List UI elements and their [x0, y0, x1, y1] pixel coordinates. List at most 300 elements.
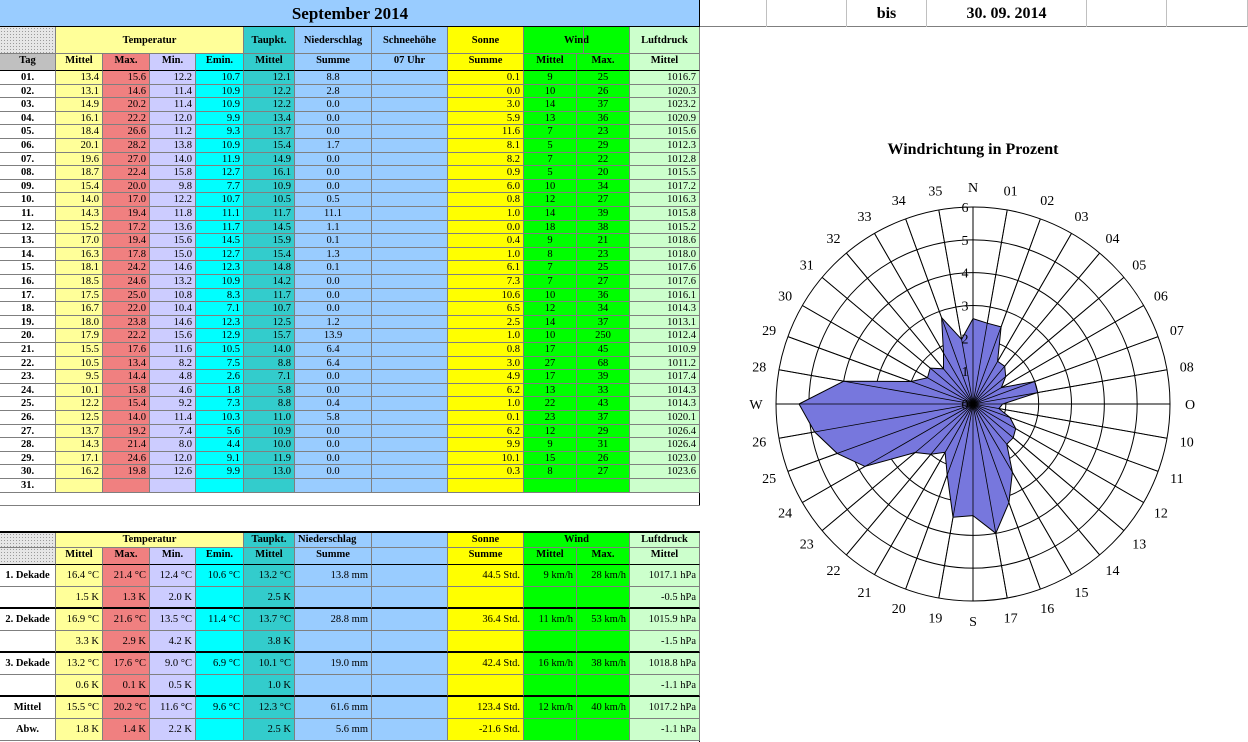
data-cell[interactable]: 17.0 — [56, 234, 103, 248]
data-cell[interactable]: 3.0 — [448, 357, 524, 371]
data-cell[interactable] — [524, 675, 577, 697]
data-cell[interactable]: 13.5 °C — [150, 609, 196, 631]
col-header[interactable]: Mittel — [524, 548, 577, 565]
data-cell[interactable]: 1.3 — [295, 248, 372, 262]
day-label[interactable]: 13. — [0, 234, 56, 248]
data-cell[interactable]: 13.0 — [244, 465, 295, 479]
data-cell[interactable]: 13.2 °C — [244, 565, 295, 587]
data-cell[interactable]: 38 — [577, 221, 630, 235]
data-cell[interactable]: 10.6 — [448, 289, 524, 303]
data-cell[interactable]: 31 — [577, 438, 630, 452]
data-cell[interactable]: 17.5 — [56, 289, 103, 303]
data-cell[interactable]: 9.9 — [448, 438, 524, 452]
data-cell[interactable]: 1020.9 — [630, 112, 700, 126]
header-taupkt[interactable]: Taupkt. — [244, 533, 295, 548]
data-cell[interactable] — [295, 587, 372, 609]
data-cell[interactable]: 13.1 — [56, 85, 103, 99]
data-cell[interactable]: 12 — [524, 425, 577, 439]
data-cell[interactable]: 18 — [524, 221, 577, 235]
data-cell[interactable]: 1018.6 — [630, 234, 700, 248]
data-cell[interactable]: 7.3 — [196, 397, 244, 411]
data-cell[interactable]: 19.4 — [103, 234, 150, 248]
data-cell[interactable]: 13.8 — [150, 139, 196, 153]
data-cell[interactable] — [448, 479, 524, 493]
data-cell[interactable]: -21.6 Std. — [448, 719, 524, 741]
data-cell[interactable]: 29 — [577, 139, 630, 153]
header-niederschlag[interactable]: Niederschlag — [295, 533, 372, 548]
data-cell[interactable]: 40 km/h — [577, 697, 630, 719]
data-cell[interactable]: 8.0 — [150, 438, 196, 452]
data-cell[interactable]: 14.5 — [196, 234, 244, 248]
data-cell[interactable]: 17.0 — [103, 193, 150, 207]
col-header[interactable]: Mittel — [524, 54, 577, 71]
data-cell[interactable]: 23.8 — [103, 316, 150, 330]
data-cell[interactable]: 27 — [524, 357, 577, 371]
data-cell[interactable]: 1.0 — [448, 207, 524, 221]
col-header[interactable]: Mittel — [56, 548, 103, 565]
data-cell[interactable]: 9.9 — [196, 465, 244, 479]
day-label[interactable]: 03. — [0, 98, 56, 112]
data-cell[interactable]: 18.0 — [56, 316, 103, 330]
col-header[interactable]: 07 Uhr — [372, 54, 448, 71]
data-cell[interactable]: 0.9 — [448, 166, 524, 180]
data-cell[interactable]: 1012.3 — [630, 139, 700, 153]
data-cell[interactable]: 7.4 — [150, 425, 196, 439]
data-cell[interactable]: 0.5 K — [150, 675, 196, 697]
data-cell[interactable]: 0.0 — [295, 112, 372, 126]
data-cell[interactable]: 10.9 — [196, 275, 244, 289]
data-cell[interactable]: 10.9 — [244, 425, 295, 439]
data-cell[interactable]: 22.2 — [103, 329, 150, 343]
data-cell[interactable]: 0.0 — [295, 452, 372, 466]
data-cell[interactable]: 0.4 — [448, 234, 524, 248]
header-niederschlag[interactable]: Niederschlag — [295, 27, 372, 54]
data-cell[interactable]: 1017.6 — [630, 275, 700, 289]
data-cell[interactable]: 10.9 — [196, 98, 244, 112]
data-cell[interactable]: 12.9 — [196, 329, 244, 343]
col-header[interactable]: Max. — [103, 54, 150, 71]
data-cell[interactable]: 9 — [524, 71, 577, 85]
data-cell[interactable] — [372, 289, 448, 303]
data-cell[interactable]: 11.8 — [150, 207, 196, 221]
data-cell[interactable]: 16.7 — [56, 302, 103, 316]
data-cell[interactable]: 0.0 — [295, 180, 372, 194]
data-cell[interactable]: 39 — [577, 207, 630, 221]
day-label[interactable]: 22. — [0, 357, 56, 371]
data-cell[interactable]: 14.6 — [103, 85, 150, 99]
data-cell[interactable]: 14.8 — [244, 261, 295, 275]
data-cell[interactable]: 0.0 — [295, 153, 372, 167]
data-cell[interactable]: 2.8 — [295, 85, 372, 99]
data-cell[interactable]: 9.1 — [196, 452, 244, 466]
data-cell[interactable] — [295, 479, 372, 493]
data-cell[interactable]: 13 — [524, 384, 577, 398]
data-cell[interactable]: 33 — [577, 384, 630, 398]
header-luftdruck[interactable]: Luftdruck — [630, 533, 700, 548]
data-cell[interactable]: 10.0 — [244, 438, 295, 452]
data-cell[interactable] — [196, 675, 244, 697]
data-cell[interactable] — [372, 98, 448, 112]
data-cell[interactable]: 1015.5 — [630, 166, 700, 180]
data-cell[interactable]: 13.2 — [150, 275, 196, 289]
data-cell[interactable]: -1.1 hPa — [630, 719, 700, 741]
day-label[interactable]: 16. — [0, 275, 56, 289]
data-cell[interactable]: 19.8 — [103, 465, 150, 479]
data-cell[interactable]: 1.0 — [448, 248, 524, 262]
data-cell[interactable]: 16 km/h — [524, 653, 577, 675]
topbar-date[interactable]: 30. 09. 2014 — [927, 0, 1087, 27]
col-header[interactable]: Summe — [448, 548, 524, 565]
data-cell[interactable]: 1014.3 — [630, 384, 700, 398]
data-cell[interactable]: 1012.4 — [630, 329, 700, 343]
data-cell[interactable]: 9.9 — [196, 112, 244, 126]
data-cell[interactable]: 14.9 — [56, 98, 103, 112]
day-label[interactable]: 01. — [0, 71, 56, 85]
data-cell[interactable] — [524, 587, 577, 609]
data-cell[interactable]: 1012.8 — [630, 153, 700, 167]
data-cell[interactable]: 22.2 — [103, 112, 150, 126]
data-cell[interactable]: -1.1 hPa — [630, 675, 700, 697]
data-cell[interactable]: 13.9 — [295, 329, 372, 343]
data-cell[interactable]: 13.4 — [244, 112, 295, 126]
data-cell[interactable] — [448, 587, 524, 609]
data-cell[interactable]: -1.5 hPa — [630, 631, 700, 653]
topbar-cell[interactable] — [1167, 0, 1248, 27]
data-cell[interactable] — [372, 425, 448, 439]
data-cell[interactable]: 15.9 — [244, 234, 295, 248]
data-cell[interactable] — [372, 234, 448, 248]
header-wind[interactable]: Wind — [524, 533, 630, 548]
data-cell[interactable]: 15.6 — [150, 329, 196, 343]
data-cell[interactable]: 3.0 — [448, 98, 524, 112]
data-cell[interactable]: 8.8 — [244, 357, 295, 371]
data-cell[interactable]: 9.6 °C — [196, 697, 244, 719]
data-cell[interactable]: 10.9 — [196, 139, 244, 153]
data-cell[interactable]: 11 km/h — [524, 609, 577, 631]
day-label[interactable]: 07. — [0, 153, 56, 167]
data-cell[interactable]: 21.6 °C — [103, 609, 150, 631]
data-cell[interactable]: 22 — [524, 397, 577, 411]
cell[interactable] — [372, 587, 448, 609]
data-cell[interactable]: 6.0 — [448, 180, 524, 194]
data-cell[interactable]: 4.4 — [196, 438, 244, 452]
data-cell[interactable]: 10.8 — [150, 289, 196, 303]
data-cell[interactable]: 0.0 — [295, 166, 372, 180]
data-cell[interactable] — [372, 329, 448, 343]
col-header[interactable]: Mittel — [244, 54, 295, 71]
data-cell[interactable]: 1016.7 — [630, 71, 700, 85]
data-cell[interactable]: 17.8 — [103, 248, 150, 262]
data-cell[interactable]: 25 — [577, 261, 630, 275]
data-cell[interactable]: 9.0 °C — [150, 653, 196, 675]
col-header[interactable]: Max. — [577, 548, 630, 565]
day-label[interactable]: 27. — [0, 425, 56, 439]
col-header[interactable]: Emin. — [196, 548, 244, 565]
data-cell[interactable]: 1017.4 — [630, 370, 700, 384]
col-header[interactable]: Mittel — [630, 54, 700, 71]
data-cell[interactable]: 4.6 — [150, 384, 196, 398]
data-cell[interactable]: 19.0 mm — [295, 653, 372, 675]
col-header[interactable]: Min. — [150, 54, 196, 71]
col-header[interactable]: Mittel — [630, 548, 700, 565]
data-cell[interactable]: 36.4 Std. — [448, 609, 524, 631]
day-label[interactable]: 11. — [0, 207, 56, 221]
data-cell[interactable]: 13.4 — [56, 71, 103, 85]
data-cell[interactable] — [196, 587, 244, 609]
data-cell[interactable]: 43 — [577, 397, 630, 411]
data-cell[interactable]: 6.5 — [448, 302, 524, 316]
data-cell[interactable]: 20 — [577, 166, 630, 180]
data-cell[interactable]: 11.0 — [244, 411, 295, 425]
data-cell[interactable]: 5.9 — [448, 112, 524, 126]
data-cell[interactable]: 11.6 — [448, 125, 524, 139]
day-label[interactable]: 24. — [0, 384, 56, 398]
data-cell[interactable]: 15.4 — [103, 397, 150, 411]
data-cell[interactable]: 12 km/h — [524, 697, 577, 719]
data-cell[interactable]: 11.4 °C — [196, 609, 244, 631]
day-label[interactable]: 18. — [0, 302, 56, 316]
data-cell[interactable]: 1.8 — [196, 384, 244, 398]
data-cell[interactable]: 250 — [577, 329, 630, 343]
data-cell[interactable]: 0.1 — [448, 411, 524, 425]
data-cell[interactable] — [196, 479, 244, 493]
data-cell[interactable]: 0.8 — [448, 193, 524, 207]
data-cell[interactable]: 10.5 — [244, 193, 295, 207]
data-cell[interactable]: 12 — [524, 302, 577, 316]
data-cell[interactable]: 37 — [577, 411, 630, 425]
data-cell[interactable] — [372, 438, 448, 452]
data-cell[interactable]: 9 — [524, 234, 577, 248]
data-cell[interactable] — [372, 180, 448, 194]
day-label[interactable]: 05. — [0, 125, 56, 139]
data-cell[interactable]: 16.2 — [56, 465, 103, 479]
cell[interactable] — [372, 697, 448, 719]
data-cell[interactable]: 20.1 — [56, 139, 103, 153]
data-cell[interactable]: 34 — [577, 180, 630, 194]
day-label[interactable]: 10. — [0, 193, 56, 207]
data-cell[interactable]: 11.4 — [150, 411, 196, 425]
data-cell[interactable]: 5.8 — [244, 384, 295, 398]
data-cell[interactable]: 1.5 K — [56, 587, 103, 609]
data-cell[interactable]: 44.5 Std. — [448, 565, 524, 587]
data-cell[interactable]: 18.5 — [56, 275, 103, 289]
data-cell[interactable]: 13.7 — [56, 425, 103, 439]
cell[interactable] — [372, 565, 448, 587]
data-cell[interactable] — [577, 479, 630, 493]
data-cell[interactable]: 45 — [577, 343, 630, 357]
data-cell[interactable] — [372, 248, 448, 262]
day-label[interactable]: 04. — [0, 112, 56, 126]
data-cell[interactable] — [372, 452, 448, 466]
data-cell[interactable]: 0.0 — [295, 125, 372, 139]
data-cell[interactable]: 11.6 — [150, 343, 196, 357]
data-cell[interactable] — [524, 719, 577, 741]
data-cell[interactable]: 10.5 — [196, 343, 244, 357]
data-cell[interactable]: 16.3 — [56, 248, 103, 262]
data-cell[interactable]: 27 — [577, 275, 630, 289]
day-label[interactable]: 14. — [0, 248, 56, 262]
data-cell[interactable] — [372, 139, 448, 153]
data-cell[interactable]: 1020.1 — [630, 411, 700, 425]
data-cell[interactable] — [196, 719, 244, 741]
data-cell[interactable]: 0.0 — [295, 275, 372, 289]
data-cell[interactable]: 9 — [524, 438, 577, 452]
data-cell[interactable]: 34 — [577, 302, 630, 316]
day-label[interactable]: 15. — [0, 261, 56, 275]
data-cell[interactable]: 5.6 mm — [295, 719, 372, 741]
data-cell[interactable]: 0.0 — [448, 221, 524, 235]
data-cell[interactable]: 1018.8 hPa — [630, 653, 700, 675]
cell[interactable] — [0, 587, 56, 609]
data-cell[interactable] — [372, 153, 448, 167]
col-header[interactable]: Min. — [150, 548, 196, 565]
day-label[interactable]: 23. — [0, 370, 56, 384]
data-cell[interactable]: 11.4 — [150, 98, 196, 112]
col-header[interactable] — [372, 548, 448, 565]
data-cell[interactable]: 11.4 — [150, 85, 196, 99]
cell[interactable] — [0, 631, 56, 653]
data-cell[interactable]: 10.7 — [244, 302, 295, 316]
data-cell[interactable] — [524, 631, 577, 653]
data-cell[interactable]: 10 — [524, 180, 577, 194]
data-cell[interactable]: 11.2 — [150, 125, 196, 139]
data-cell[interactable]: 37 — [577, 98, 630, 112]
day-label[interactable]: 20. — [0, 329, 56, 343]
row-label[interactable]: 1. Dekade — [0, 565, 56, 587]
data-cell[interactable]: 23 — [577, 248, 630, 262]
data-cell[interactable]: 10.1 — [448, 452, 524, 466]
data-cell[interactable]: 15.2 — [56, 221, 103, 235]
data-cell[interactable]: 10.9 — [244, 180, 295, 194]
data-cell[interactable]: 17 — [524, 343, 577, 357]
data-cell[interactable]: 1.1 — [295, 221, 372, 235]
data-cell[interactable]: 1020.3 — [630, 85, 700, 99]
data-cell[interactable]: 1014.3 — [630, 397, 700, 411]
data-cell[interactable] — [372, 193, 448, 207]
data-cell[interactable] — [372, 112, 448, 126]
data-cell[interactable]: 4.9 — [448, 370, 524, 384]
data-cell[interactable]: 11.7 — [196, 221, 244, 235]
data-cell[interactable] — [56, 479, 103, 493]
data-cell[interactable]: 27 — [577, 193, 630, 207]
data-cell[interactable]: 8.2 — [150, 357, 196, 371]
data-cell[interactable]: 1017.2 hPa — [630, 697, 700, 719]
data-cell[interactable]: 15.0 — [150, 248, 196, 262]
header-schneehoehe[interactable]: Schneehöhe — [372, 27, 448, 54]
data-cell[interactable]: 7.1 — [196, 302, 244, 316]
data-cell[interactable]: 2.9 K — [103, 631, 150, 653]
data-cell[interactable]: -0.5 hPa — [630, 587, 700, 609]
cell[interactable] — [372, 609, 448, 631]
data-cell[interactable]: 7.1 — [244, 370, 295, 384]
data-cell[interactable]: 26 — [577, 452, 630, 466]
data-cell[interactable]: 5.6 — [196, 425, 244, 439]
data-cell[interactable]: 0.0 — [295, 384, 372, 398]
data-cell[interactable]: 6.4 — [295, 343, 372, 357]
data-cell[interactable]: 1016.1 — [630, 289, 700, 303]
data-cell[interactable]: 15.8 — [150, 166, 196, 180]
data-cell[interactable]: 10 — [524, 85, 577, 99]
data-cell[interactable]: 15.4 — [56, 180, 103, 194]
row-label[interactable]: Mittel — [0, 697, 56, 719]
data-cell[interactable] — [372, 316, 448, 330]
data-cell[interactable]: 20.2 °C — [103, 697, 150, 719]
data-cell[interactable]: 1011.2 — [630, 357, 700, 371]
data-cell[interactable]: 13.7 — [244, 125, 295, 139]
data-cell[interactable] — [372, 411, 448, 425]
data-cell[interactable]: 8.2 — [448, 153, 524, 167]
data-cell[interactable]: 20.0 — [103, 180, 150, 194]
data-cell[interactable]: 0.1 — [295, 234, 372, 248]
data-cell[interactable]: 2.5 — [448, 316, 524, 330]
data-cell[interactable]: 27.0 — [103, 153, 150, 167]
data-cell[interactable] — [244, 479, 295, 493]
data-cell[interactable]: 0.4 — [295, 397, 372, 411]
day-label[interactable]: 26. — [0, 411, 56, 425]
col-header[interactable]: Max. — [577, 54, 630, 71]
data-cell[interactable]: 14.0 — [244, 343, 295, 357]
day-label[interactable]: 28. — [0, 438, 56, 452]
data-cell[interactable]: 22 — [577, 153, 630, 167]
day-label[interactable]: 06. — [0, 139, 56, 153]
data-cell[interactable]: 12.5 — [56, 411, 103, 425]
data-cell[interactable]: 15 — [524, 452, 577, 466]
header-sonne[interactable]: Sonne — [448, 27, 524, 54]
data-cell[interactable]: 1.7 — [295, 139, 372, 153]
data-cell[interactable]: 3.8 K — [244, 631, 295, 653]
data-cell[interactable]: 17.6 °C — [103, 653, 150, 675]
col-header[interactable]: Mittel — [56, 54, 103, 71]
data-cell[interactable]: 1026.4 — [630, 438, 700, 452]
data-cell[interactable]: 10.4 — [150, 302, 196, 316]
data-cell[interactable] — [577, 587, 630, 609]
data-cell[interactable]: 2.0 K — [150, 587, 196, 609]
cell[interactable] — [372, 533, 448, 548]
data-cell[interactable]: 1015.2 — [630, 221, 700, 235]
data-cell[interactable]: 1017.1 hPa — [630, 565, 700, 587]
col-header[interactable]: Mittel — [244, 548, 295, 565]
data-cell[interactable]: 4.2 K — [150, 631, 196, 653]
data-cell[interactable]: 12.3 — [196, 316, 244, 330]
col-header[interactable]: Summe — [295, 548, 372, 565]
data-cell[interactable]: 1015.6 — [630, 125, 700, 139]
data-cell[interactable]: 1.0 K — [244, 675, 295, 697]
data-cell[interactable]: 61.6 mm — [295, 697, 372, 719]
data-cell[interactable]: 14.5 — [244, 221, 295, 235]
data-cell[interactable]: 14.9 — [244, 153, 295, 167]
data-cell[interactable]: 28 km/h — [577, 565, 630, 587]
data-cell[interactable] — [372, 261, 448, 275]
cell[interactable] — [0, 675, 56, 697]
data-cell[interactable]: 14.6 — [150, 316, 196, 330]
data-cell[interactable]: 1023.0 — [630, 452, 700, 466]
col-header[interactable]: Summe — [295, 54, 372, 71]
data-cell[interactable] — [196, 631, 244, 653]
data-cell[interactable] — [372, 85, 448, 99]
data-cell[interactable] — [577, 631, 630, 653]
data-cell[interactable]: 2.6 — [196, 370, 244, 384]
data-cell[interactable]: 0.3 — [448, 465, 524, 479]
data-cell[interactable]: 5.8 — [295, 411, 372, 425]
day-label[interactable]: 02. — [0, 85, 56, 99]
data-cell[interactable]: 14.2 — [244, 275, 295, 289]
data-cell[interactable]: 8.8 — [295, 71, 372, 85]
data-cell[interactable]: 0.0 — [295, 98, 372, 112]
data-cell[interactable]: 0.5 — [295, 193, 372, 207]
data-cell[interactable]: 12.2 — [150, 193, 196, 207]
data-cell[interactable]: 29 — [577, 425, 630, 439]
data-cell[interactable]: 7 — [524, 261, 577, 275]
